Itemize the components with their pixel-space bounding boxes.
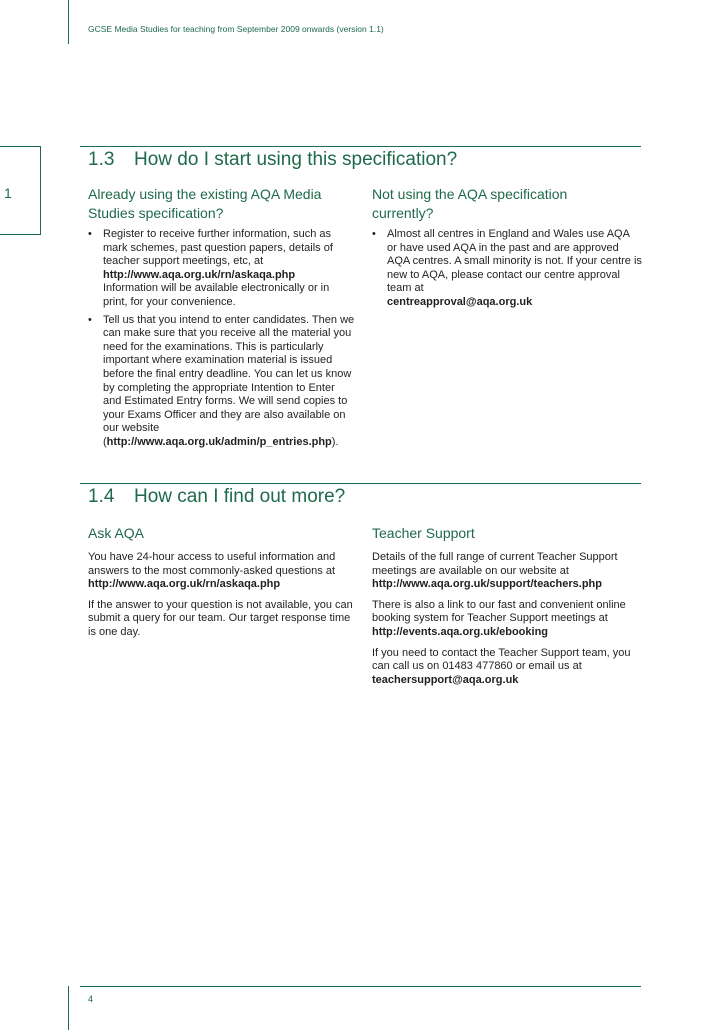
section-1-4-title: How can I find out more?: [134, 486, 346, 507]
list-item: • Tell us that you intend to enter candidates. Then we can make sure that you receive all the material you need for the examinations. This is particularly important where examination material is issued before the final entry deadline. You can let us know by completing the appropriate Intention to Enter and Estimated Entry forms. We will send copies to your Exams Officer and they are also available on our website (http://www.aqa.org.uk/admin/p_entries.php).: [88, 313, 355, 448]
list-item: • Register to receive further information, such as mark schemes, past question papers, details of teacher support meetings, etc, at http://www.aqa.org.uk/rn/askaqa.php Information will be available electronically or in print, for your convenience.: [88, 228, 333, 308]
section-1-3-right-column: [372, 228, 642, 314]
section-1-4-heading: [88, 486, 345, 508]
section-1-4-left-column: [88, 551, 358, 647]
paragraph: Details of the full range of current Teacher Support meetings are available on our website at http://www.aqa.org.uk/support/teachers.php: [372, 551, 618, 591]
section-1-3-heading: [88, 149, 457, 171]
section-1-3-rule: [80, 146, 641, 147]
section-1-3-right-subhead: Not using the AQA specification currently?: [372, 186, 568, 221]
paragraph: There is also a link to our fast and convenient online booking system for Teacher Support meetings at http://events.aqa.org.uk/ebooking: [372, 598, 626, 638]
chapter-tab: [0, 146, 41, 235]
askaqa-link[interactable]: http://www.aqa.org.uk/rn/askaqa.php: [103, 268, 296, 281]
page-number: 4: [88, 994, 94, 1004]
teacher-support-link[interactable]: http://www.aqa.org.uk/support/teachers.php: [372, 578, 602, 591]
section-1-4-number: 1.4: [88, 486, 115, 507]
teacher-support-email-link[interactable]: teachersupport@aqa.org.uk: [372, 673, 519, 686]
centre-approval-email-link[interactable]: centreapproval@aqa.org.uk: [387, 295, 533, 308]
section-1-4-right-column: [372, 551, 644, 694]
bullet-icon: •: [372, 228, 376, 240]
section-1-4-rule: [80, 483, 641, 484]
bullet-icon: •: [88, 313, 92, 326]
entries-link[interactable]: http://www.aqa.org.uk/admin/p_entries.php: [106, 435, 332, 448]
paragraph: You have 24-hour access to useful information and answers to the most commonly-asked questions at http://www.aqa.org.uk/rn/askaqa.php: [88, 551, 336, 591]
ebooking-link[interactable]: http://events.aqa.org.uk/ebooking: [372, 625, 549, 638]
teacher-support-subhead: Teacher Support: [372, 525, 475, 541]
running-header: GCSE Media Studies for teaching from September 2009 onwards (version 1.1): [88, 24, 384, 34]
bullet-icon: •: [88, 228, 92, 240]
section-1-3-number: 1.3: [88, 149, 115, 170]
paragraph: If the answer to your question is not available, you can submit a query for our team. Our target response time is one day.: [88, 598, 353, 638]
list-item: • Almost all centres in England and Wales use AQA or have used AQA in the past and are approved AQA centres. A small minority is not. If your centre is new to AQA, please contact our centre approval team at centreapproval@aqa.org.uk: [372, 228, 642, 308]
section-1-3-title: How do I start using this specification?: [134, 149, 458, 170]
paragraph: If you need to contact the Teacher Support team, you can call us on 01483 477860 or email us at teachersupport@aqa.org.uk: [372, 646, 631, 686]
footer-vertical-rule: [68, 986, 69, 1030]
header-vertical-rule: [68, 0, 69, 44]
ask-aqa-subhead: Ask AQA: [88, 525, 145, 541]
askaqa-link[interactable]: http://www.aqa.org.uk/rn/askaqa.php: [88, 578, 281, 591]
section-1-3-left-column: [88, 228, 356, 454]
footer-rule: [80, 986, 641, 987]
chapter-number: 1: [4, 185, 12, 201]
section-1-3-left-subhead: Already using the existing AQA Media Studies specification?: [88, 186, 322, 221]
